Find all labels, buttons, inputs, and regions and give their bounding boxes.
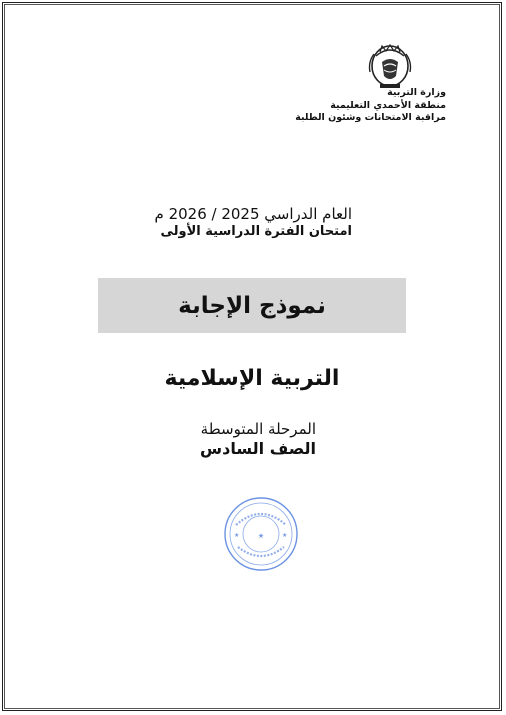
grade-info — [150, 419, 316, 459]
exam-info — [120, 205, 352, 241]
svg-text:★: ★ — [282, 532, 288, 539]
kuwait-emblem-icon — [362, 42, 418, 90]
exam-title: امتحان الفترة الدراسية الأولى — [160, 224, 352, 239]
department-name: مراقبة الامتحانات وشئون الطلبة — [295, 112, 446, 123]
stage-label: المرحلة المتوسطة — [200, 420, 316, 438]
subject-title: التربية الإسلامية — [164, 366, 340, 391]
ministry-name: وزارة التربية — [387, 87, 446, 98]
answer-key-banner — [98, 278, 406, 333]
academic-year: العام الدراسي 2025 / 2026 م — [154, 205, 352, 223]
svg-text:★: ★ — [257, 532, 265, 540]
svg-text:★: ★ — [234, 532, 240, 539]
region-name: منطقة الأحمدي التعليمية — [330, 99, 446, 111]
grade-label: الصف السادس — [200, 439, 316, 458]
official-stamp-icon — [222, 495, 300, 573]
ministry-header — [266, 87, 446, 125]
answer-key-title: نموذج الإجابة — [178, 292, 326, 319]
